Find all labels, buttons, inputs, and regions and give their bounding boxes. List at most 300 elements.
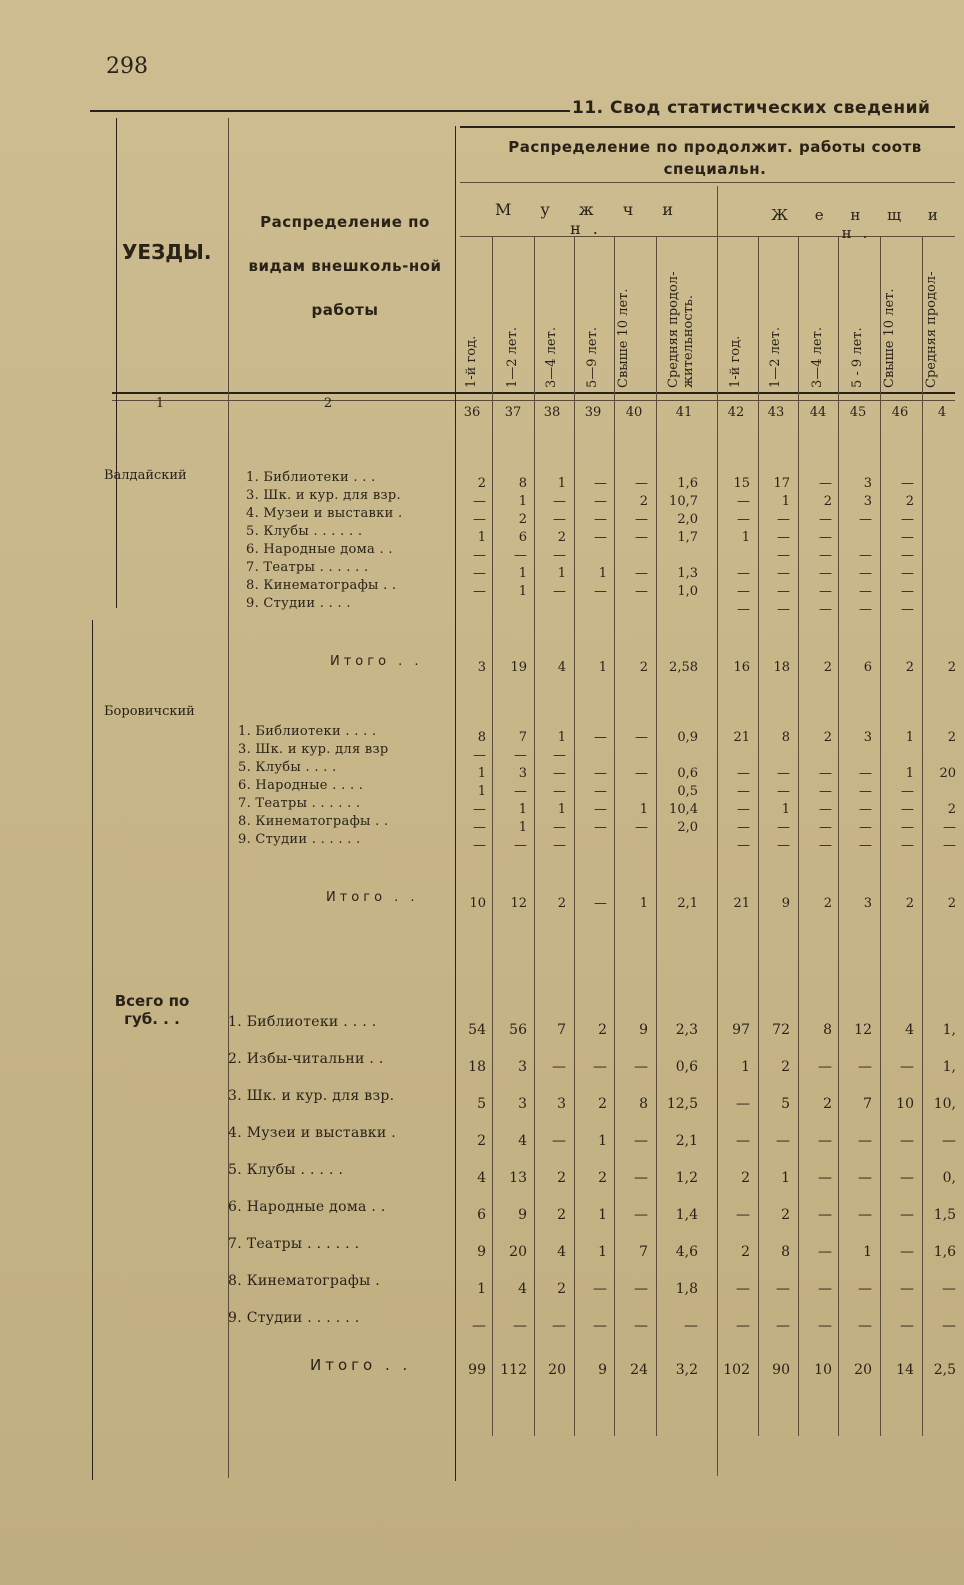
table-cell: 2 <box>598 1170 607 1186</box>
table-cell: — <box>777 530 790 545</box>
table-cell: 13 <box>509 1170 527 1186</box>
table-cell: — <box>777 512 790 527</box>
table-cell: — <box>901 802 914 817</box>
table-cell: — <box>635 820 648 835</box>
table-cell: — <box>594 730 607 745</box>
table-cell: 2 <box>947 802 956 817</box>
table-cell: — <box>859 584 872 599</box>
table-cell: 8 <box>518 476 527 491</box>
total-cell: 14 <box>896 1362 914 1378</box>
total-cell: 20 <box>548 1362 566 1378</box>
table-cell: — <box>858 1133 872 1149</box>
table-cell: 8 <box>639 1096 648 1112</box>
total-cell: 19 <box>510 660 527 675</box>
table-cell: 21 <box>733 730 750 745</box>
total-row-label: Итого . . <box>326 890 419 905</box>
table-cell: — <box>901 548 914 563</box>
table-cell: 1 <box>557 730 566 745</box>
table-cell: 7 <box>639 1244 648 1260</box>
table-cell: — <box>859 602 872 617</box>
table-cell: — <box>472 1318 486 1334</box>
subcol-header: 1-й год. <box>464 335 479 388</box>
table-cell: — <box>736 1207 750 1223</box>
work-type-row-label: 4. Музеи и выставки . <box>228 1125 396 1141</box>
table-cell: 0,6 <box>675 1059 698 1075</box>
table-cell: 1,2 <box>675 1170 698 1186</box>
column-number: 46 <box>891 405 909 420</box>
work-type-row-label: 7. Театры . . . . . . <box>246 560 369 575</box>
table-cell: 15 <box>733 476 750 491</box>
table-cell: 1,6 <box>677 476 698 491</box>
total-cell: 2 <box>639 660 648 675</box>
table-cell: 2,1 <box>675 1133 698 1149</box>
table-cell: 9 <box>477 1244 486 1260</box>
table-cell: 1 <box>518 584 527 599</box>
table-cell: 2 <box>639 494 648 509</box>
total-cell: 2 <box>947 660 956 675</box>
table-cell: — <box>594 494 607 509</box>
subcol-header: 5—9 лет. <box>585 327 600 388</box>
column-number: 36 <box>463 405 481 420</box>
table-cell: 2 <box>781 1059 790 1075</box>
total-row-label: Итого . . <box>330 654 423 669</box>
table-cell: 2 <box>518 512 527 527</box>
total-cell: 20 <box>854 1362 872 1378</box>
uezd-name: Всего по губ. . . <box>114 992 190 1028</box>
table-cell: — <box>859 802 872 817</box>
table-cell: — <box>473 566 486 581</box>
table-cell: — <box>553 784 566 799</box>
table-cell: — <box>819 802 832 817</box>
table-cell: — <box>514 838 527 853</box>
work-type-row-label: 9. Студии . . . . . . <box>238 832 361 847</box>
column-number: 39 <box>584 405 602 420</box>
table-cell: 2 <box>823 730 832 745</box>
table-cell: — <box>473 512 486 527</box>
table-cell: — <box>552 1133 566 1149</box>
total-cell: 1 <box>639 896 648 911</box>
table-cell: 18 <box>468 1059 486 1075</box>
table-cell: 6 <box>518 530 527 545</box>
column-number: 42 <box>727 405 745 420</box>
column-number: 2 <box>323 396 333 411</box>
table-cell: 1 <box>477 784 486 799</box>
table-cell: — <box>737 494 750 509</box>
table-cell: — <box>594 512 607 527</box>
table-cell: 5 <box>781 1096 790 1112</box>
work-type-row-label: 2. Избы-читальни . . <box>228 1051 384 1067</box>
table-cell: 2 <box>557 1170 566 1186</box>
table-cell: 4 <box>557 1244 566 1260</box>
column-number: 1 <box>155 396 165 411</box>
table-cell: 8 <box>477 730 486 745</box>
table-cell: 1 <box>598 566 607 581</box>
table-cell: — <box>777 548 790 563</box>
table-cell: — <box>900 1170 914 1186</box>
table-cell: 4 <box>518 1281 527 1297</box>
table-cell: 1 <box>863 1244 872 1260</box>
table-cell: — <box>819 548 832 563</box>
table-cell: — <box>594 476 607 491</box>
table-cell: — <box>859 566 872 581</box>
table-cell: — <box>553 748 566 763</box>
table-cell: — <box>858 1207 872 1223</box>
total-cell: 99 <box>468 1362 486 1378</box>
table-cell: — <box>901 602 914 617</box>
table-cell: — <box>473 748 486 763</box>
table-cell: 17 <box>773 476 790 491</box>
table-cell: 2 <box>823 494 832 509</box>
subcol-header: 3—4 лет. <box>544 327 559 388</box>
table-cell: — <box>777 820 790 835</box>
table-cell: — <box>634 1318 648 1334</box>
table-cell: — <box>634 1059 648 1075</box>
table-cell: — <box>819 530 832 545</box>
table-cell: — <box>473 802 486 817</box>
table-cell: — <box>552 1318 566 1334</box>
table-cell: 1 <box>518 802 527 817</box>
table-cell: — <box>777 766 790 781</box>
table-cell: 10,4 <box>669 802 698 817</box>
table-cell: — <box>635 566 648 581</box>
table-cell: — <box>900 1281 914 1297</box>
table-cell: 72 <box>772 1022 790 1038</box>
uezd-name: Боровичский <box>104 704 195 719</box>
table-cell: 3 <box>518 766 527 781</box>
work-type-row-label: 7. Театры . . . . . . <box>228 1236 360 1252</box>
table-cell: 3 <box>863 476 872 491</box>
table-cell: — <box>553 584 566 599</box>
total-cell: 2 <box>905 896 914 911</box>
table-cell: — <box>858 1281 872 1297</box>
table-cell: — <box>819 512 832 527</box>
table-cell: 2,3 <box>675 1022 698 1038</box>
table-cell: — <box>943 838 956 853</box>
total-row-label: Итого . . <box>310 1356 412 1374</box>
table-cell: — <box>594 802 607 817</box>
subcol-header: Свыше 10 лет. <box>882 288 897 388</box>
table-cell: — <box>737 784 750 799</box>
total-cell: 2 <box>823 660 832 675</box>
table-cell: — <box>859 820 872 835</box>
table-cell: — <box>736 1281 750 1297</box>
table-cell: — <box>900 1244 914 1260</box>
table-cell: 1 <box>598 1133 607 1149</box>
subcol-header: Средняя продол-жительность. <box>666 271 696 388</box>
table-cell: — <box>514 784 527 799</box>
table-cell: 1 <box>639 802 648 817</box>
table-cell: 0, <box>942 1170 956 1186</box>
total-cell: 4 <box>557 660 566 675</box>
table-cell: — <box>473 820 486 835</box>
table-cell: 1 <box>518 566 527 581</box>
table-cell: — <box>473 548 486 563</box>
table-cell: 9 <box>518 1207 527 1223</box>
table-cell: 1,6 <box>933 1244 956 1260</box>
table-cell: 1 <box>741 530 750 545</box>
column-number: 41 <box>675 405 693 420</box>
table-cell: — <box>819 566 832 581</box>
total-cell: 12 <box>510 896 527 911</box>
table-cell: 0,9 <box>677 730 698 745</box>
table-cell: 1 <box>598 1207 607 1223</box>
table-cell: 8 <box>781 1244 790 1260</box>
table-cell: — <box>818 1281 832 1297</box>
table-cell: 1 <box>741 1059 750 1075</box>
column-number: 44 <box>809 405 827 420</box>
table-cell: — <box>737 584 750 599</box>
total-cell: 9 <box>781 896 790 911</box>
table-cell: 1 <box>781 494 790 509</box>
table-cell: — <box>634 1281 648 1297</box>
table-cell: 4 <box>518 1133 527 1149</box>
left-border <box>116 118 117 608</box>
table-cell: 2 <box>557 1207 566 1223</box>
table-cell: — <box>901 476 914 491</box>
table-cell: — <box>819 476 832 491</box>
table-cell: 4 <box>905 1022 914 1038</box>
table-cell: 7 <box>557 1022 566 1038</box>
table-cell: — <box>634 1170 648 1186</box>
table-cell: 1, <box>942 1022 956 1038</box>
total-cell: 90 <box>772 1362 790 1378</box>
table-cell: — <box>819 602 832 617</box>
total-cell: 6 <box>863 660 872 675</box>
table-cell: 7 <box>518 730 527 745</box>
table-cell: — <box>777 566 790 581</box>
table-cell: 1 <box>598 1244 607 1260</box>
table-cell: — <box>634 1207 648 1223</box>
table-cell: — <box>819 820 832 835</box>
table-cell: — <box>901 784 914 799</box>
table-cell: — <box>553 494 566 509</box>
work-type-row-label: 4. Музеи и выставки . <box>246 506 403 521</box>
table-cell: 0,6 <box>677 766 698 781</box>
column-number: 38 <box>543 405 561 420</box>
table-cell: — <box>593 1281 607 1297</box>
table-cell: — <box>859 838 872 853</box>
total-cell: — <box>594 896 607 911</box>
table-cell: 4 <box>477 1170 486 1186</box>
table-cell: — <box>736 1096 750 1112</box>
table-cell: — <box>635 512 648 527</box>
table-cell: — <box>736 1133 750 1149</box>
table-title: 11. Свод статистических сведений <box>572 98 931 118</box>
table-cell: — <box>818 1170 832 1186</box>
table-cell: — <box>777 784 790 799</box>
table-cell: — <box>737 602 750 617</box>
table-cell: — <box>594 766 607 781</box>
subcol-header: 1—2 лет. <box>505 327 520 388</box>
table-cell: 2 <box>781 1207 790 1223</box>
table-cell: — <box>942 1133 956 1149</box>
work-type-row-label: 9. Студии . . . . <box>246 596 351 611</box>
total-cell: 3 <box>477 660 486 675</box>
table-cell: 97 <box>732 1022 750 1038</box>
distribution-rule <box>460 182 955 183</box>
table-cell: — <box>594 584 607 599</box>
table-cell: — <box>900 1207 914 1223</box>
left-border-lower <box>92 620 93 1480</box>
table-cell: — <box>553 820 566 835</box>
column-number: 45 <box>849 405 867 420</box>
total-cell: 112 <box>500 1362 527 1378</box>
table-cell: 4,6 <box>675 1244 698 1260</box>
subcol-header: 5 - 9 лет. <box>850 327 865 388</box>
table-cell: — <box>776 1281 790 1297</box>
table-cell: — <box>859 512 872 527</box>
total-cell: 24 <box>630 1362 648 1378</box>
subcol-header: 1—2 лет. <box>768 327 783 388</box>
table-cell: 10 <box>896 1096 914 1112</box>
total-cell: 1 <box>598 660 607 675</box>
table-cell: — <box>776 1318 790 1334</box>
total-cell: 21 <box>733 896 750 911</box>
total-cell: 2 <box>823 896 832 911</box>
table-cell: 2 <box>741 1170 750 1186</box>
table-cell: — <box>859 548 872 563</box>
table-cell: — <box>819 584 832 599</box>
table-cell: 5 <box>477 1096 486 1112</box>
table-cell: 12 <box>854 1022 872 1038</box>
table-cell: — <box>594 820 607 835</box>
total-cell: 2 <box>557 896 566 911</box>
table-cell: — <box>635 730 648 745</box>
total-cell: 2,58 <box>669 660 698 675</box>
table-cell: — <box>942 1281 956 1297</box>
table-cell: 2 <box>823 1096 832 1112</box>
table-cell: 20 <box>509 1244 527 1260</box>
table-cell: — <box>858 1059 872 1075</box>
work-type-row-label: 3. Шк. и кур. для взр. <box>246 488 401 503</box>
work-type-header: Распределение по видам внешколь-ной работы <box>248 213 442 319</box>
table-cell: 3 <box>518 1096 527 1112</box>
table-cell: 2 <box>905 494 914 509</box>
table-cell: — <box>901 512 914 527</box>
table-cell: — <box>473 838 486 853</box>
distribution-header: Распределение по продолжит. работы соотв специальн. <box>508 138 922 178</box>
work-type-row-label: 3. Шк. и кур. для взр <box>238 742 389 757</box>
total-cell: 3 <box>863 896 872 911</box>
table-cell: 2,0 <box>677 512 698 527</box>
table-cell: 1 <box>557 802 566 817</box>
table-cell: — <box>553 766 566 781</box>
table-cell: 1,3 <box>677 566 698 581</box>
table-cell: — <box>513 1318 527 1334</box>
table-cell: 10,7 <box>669 494 698 509</box>
table-cell: — <box>777 584 790 599</box>
total-cell: 18 <box>773 660 790 675</box>
total-cell: 102 <box>723 1362 750 1378</box>
table-cell: — <box>942 1318 956 1334</box>
work-type-row-label: 5. Клубы . . . . <box>238 760 337 775</box>
work-type-row-label: 8. Кинематографы . . <box>238 814 389 829</box>
table-cell: — <box>737 766 750 781</box>
subcol-header: Средняя продол- <box>924 271 939 388</box>
table-cell: — <box>737 838 750 853</box>
top-rule-right <box>460 126 955 128</box>
table-cell: 1 <box>477 1281 486 1297</box>
uezdy-header: УЕЗДЫ. <box>122 240 212 264</box>
table-cell: — <box>552 1059 566 1075</box>
table-cell: 2 <box>477 1133 486 1149</box>
table-cell: 2 <box>741 1244 750 1260</box>
table-cell: 20 <box>939 766 956 781</box>
table-cell: — <box>818 1244 832 1260</box>
table-cell: 10, <box>933 1096 956 1112</box>
table-cell: — <box>818 1207 832 1223</box>
table-cell: — <box>819 784 832 799</box>
total-cell: 10 <box>814 1362 832 1378</box>
table-cell: 6 <box>477 1207 486 1223</box>
table-cell: 2 <box>598 1022 607 1038</box>
column-number: 40 <box>625 405 643 420</box>
table-cell: 1 <box>781 802 790 817</box>
table-cell: — <box>635 476 648 491</box>
table-cell: — <box>776 1133 790 1149</box>
table-cell: 1 <box>518 820 527 835</box>
table-cell: 8 <box>781 730 790 745</box>
table-cell: — <box>818 1133 832 1149</box>
women-header: Ж е н щ и н. <box>771 206 949 242</box>
table-cell: — <box>900 1133 914 1149</box>
table-cell: — <box>901 530 914 545</box>
table-cell: 1 <box>477 766 486 781</box>
work-type-row-label: 1. Библиотеки . . . . <box>238 724 377 739</box>
table-cell: — <box>737 566 750 581</box>
table-cell: — <box>553 838 566 853</box>
work-type-row-label: 1. Библиотеки . . . . <box>228 1014 377 1030</box>
table-cell: 3 <box>557 1096 566 1112</box>
table-cell: 2,0 <box>677 820 698 835</box>
table-cell: — <box>819 766 832 781</box>
table-cell: — <box>684 1318 698 1334</box>
table-cell: — <box>737 802 750 817</box>
table-cell: — <box>635 766 648 781</box>
work-type-row-label: 6. Народные дома . . <box>246 542 393 557</box>
work-type-row-label: 3. Шк. и кур. для взр. <box>228 1088 395 1104</box>
table-cell: 7 <box>863 1096 872 1112</box>
work-type-row-label: 5. Клубы . . . . . . <box>246 524 363 539</box>
work-type-row-label: 1. Библиотеки . . . <box>246 470 376 485</box>
table-cell: 2 <box>477 476 486 491</box>
table-cell: 1, <box>942 1059 956 1075</box>
table-cell: 1 <box>518 494 527 509</box>
table-cell: 8 <box>823 1022 832 1038</box>
table-cell: — <box>901 584 914 599</box>
work-type-row-label: 5. Клубы . . . . . <box>228 1162 344 1178</box>
work-type-row-label: 8. Кинематографы . . <box>246 578 397 593</box>
table-cell: — <box>593 1318 607 1334</box>
table-cell: 56 <box>509 1022 527 1038</box>
table-cell: — <box>473 494 486 509</box>
table-cell: — <box>473 584 486 599</box>
table-cell: — <box>514 548 527 563</box>
table-cell: — <box>593 1059 607 1075</box>
table-cell: — <box>901 566 914 581</box>
table-cell: — <box>819 838 832 853</box>
work-type-row-label: 6. Народные . . . . <box>238 778 364 793</box>
work-type-row-label: 6. Народные дома . . <box>228 1199 386 1215</box>
table-cell: 3 <box>863 730 872 745</box>
table-cell: — <box>859 766 872 781</box>
table-cell: 2 <box>557 530 566 545</box>
table-cell: — <box>901 838 914 853</box>
table-cell: — <box>634 1133 648 1149</box>
table-cell: 1 <box>557 476 566 491</box>
table-cell: 1 <box>905 766 914 781</box>
table-cell: 2 <box>557 1281 566 1297</box>
